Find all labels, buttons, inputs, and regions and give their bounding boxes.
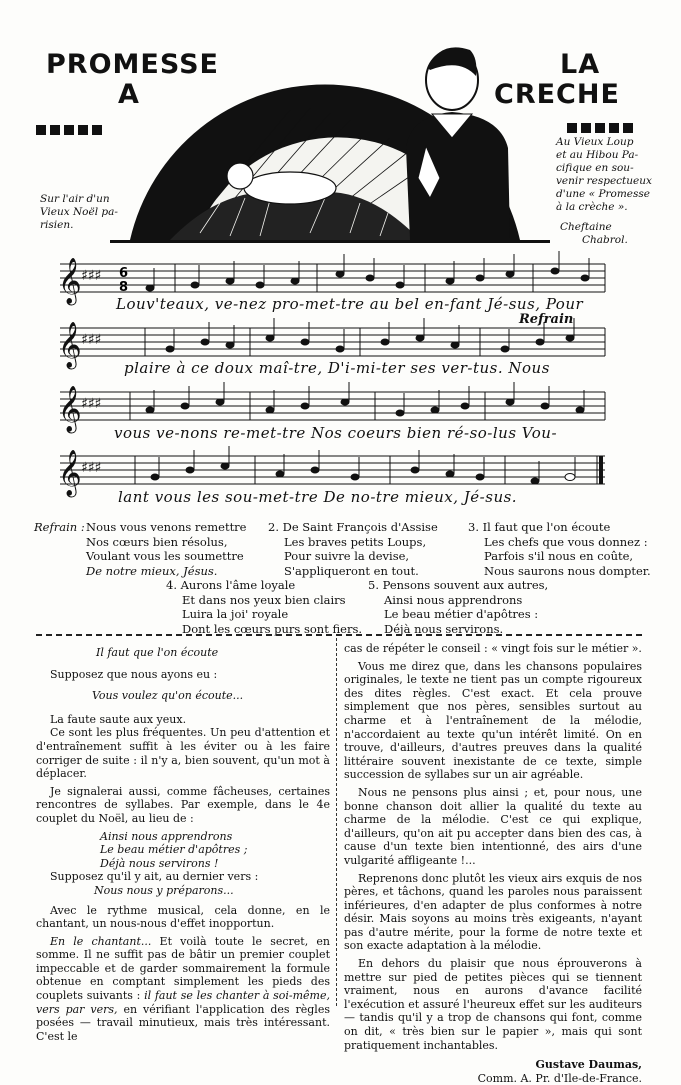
svg-text:𝄞: 𝄞 — [58, 450, 82, 496]
score-lyric-4: lant vous les sou-met-tre De no-tre mieux, Jé-sus. — [118, 488, 518, 506]
svg-text:♯♯♯: ♯♯♯ — [81, 332, 102, 348]
divider-horizontal — [36, 634, 642, 636]
verse-3: 3. Il faut que l'on écoute Les chefs que vous donnez : Parfois s'il nous en coûte, Nous saurons nous dompter. — [468, 520, 651, 578]
quote-line: Le beau métier d'apôtres ; — [100, 843, 248, 857]
title-creche: CRECHE — [494, 79, 620, 110]
article-left-column — [36, 646, 330, 1047]
article-paragraph: cas de répéter le conseil : « vingt fois sur le métier ». — [344, 642, 642, 655]
svg-text:♯♯♯: ♯♯♯ — [81, 268, 102, 284]
example-2: Vous voulez qu'on écoute... — [92, 689, 244, 703]
quote-line: Ainsi nous apprendrons — [100, 829, 233, 843]
article-paragraph: Supposez que nous ayons eu : — [50, 667, 218, 681]
dedication: Au Vieux Loup et au Hibou Pa- cifique en sou- venir respectueux d'une « Promesse à la crèche ». — [556, 136, 652, 213]
article-paragraph: Nous ne pensons plus ainsi ; et, pour nous, une bonne chanson doit allier la qualité du texte au charme de la mélodie. C'est ce qui explique, d'ailleurs, qu'on ait pu accepter dans bien des cas, à cause d'un texte bien intentionné, des airs d'une vulgarité affligeante !... — [344, 785, 642, 867]
svg-text:♯♯♯: ♯♯♯ — [81, 396, 102, 412]
article-paragraph: La faute saute aux yeux. — [50, 712, 187, 726]
svg-text:𝄞: 𝄞 — [58, 258, 82, 304]
score-lyric-1: Louv'teaux, ve-nez pro-met-tre au bel en-fant Jé-sus, Pour — [116, 295, 584, 313]
svg-text:𝄞: 𝄞 — [58, 386, 82, 432]
title-a: A — [118, 79, 140, 110]
article-paragraph-chantant: En le chantant... Et voilà toute le secret, en somme. Il ne suffit pas de bâtir un premier couplet impeccable et de garder sommairement la formule obtenue en comptant simplement les pieds des couplets suivants : il faut se les chanter à soi-même, vers par vers, en vérifiant l'application des règles posées — travail minutieux, mais très intéressant. C'est le — [36, 934, 330, 1043]
air-note: Sur l'air d'un Vieux Noël pa- risien. — [40, 193, 118, 231]
title-promesse: PROMESSE — [46, 49, 219, 80]
article-paragraph: Ce sont les plus fréquentes. Un peu d'attention et d'entraînement suffit à les éviter ou à les faire corriger de suite : il n'y a, bien souvent, qu'un mot à déplacer. — [36, 726, 330, 781]
author: Cheftaine Chabrol. — [560, 221, 628, 246]
quote-line: Déjà nous servirons ! — [100, 856, 219, 870]
signature-name: Gustave Daumas, — [535, 1058, 642, 1072]
article-right-column — [344, 642, 642, 1085]
nativity-scout-illustration — [110, 28, 550, 250]
svg-text:6: 6 — [119, 266, 129, 281]
article-paragraph: Je signalerai aussi, comme fâcheuses, certaines rencontres de syllabes. Par exemple, dans le 4e couplet du Noël, au lieu de : — [36, 784, 330, 825]
svg-text:♯♯♯: ♯♯♯ — [81, 460, 102, 476]
refrain-label: Refrain : — [34, 520, 85, 534]
refrain-marker: Refrain — [519, 312, 574, 327]
article-paragraph: Vous me direz que, dans les chansons populaires originales, le texte ne tient pas un compte rigoureux des dites règles. C'est exact. Et cela prouve simplement que nos pères, sensibles surtout au charme et à l'entraînement de la mélodie, n'accordaient au texte qu'un intérêt limité. On en trouve, d'ailleurs, d'autres preuves dans la qualité littéraire souvent inexistante de ce texte, simple succession de syllabes sur un air agréable. — [344, 659, 642, 782]
article-paragraph: Avec le rythme musical, cela donne, en le chantant, un nous-nous d'effet inopportun. — [36, 903, 330, 931]
verse-5: 5. Pensons souvent aux autres, Ainsi nous apprendrons Le beau métier d'apôtres : Déjà nous servirons. — [368, 578, 549, 636]
signature-title: Comm. A. Pr. d'Ile-de-France. — [477, 1071, 642, 1085]
musical-score — [55, 250, 615, 520]
svg-text:8: 8 — [119, 280, 129, 295]
verse-4: 4. Aurons l'âme loyale Et dans nos yeux bien clairs Luira la joi' royale Dont les cœurs purs sont fiers. — [166, 578, 363, 636]
decor-squares-left — [36, 120, 106, 139]
score-lyric-2: plaire à ce doux maî-tre, D'i-mi-ter ses ver-tus. Nous — [124, 359, 550, 377]
article-paragraph: Reprenons donc plutôt les vieux airs exquis de nos pères, et tâchons, quand les paroles nous paraissent inférieures, d'en adapter de plus conformes à notre désir. Mais soyons au moins très exigeants, n'ayant pas d'autre mérite, pour la forme de notre texte et son exacte adaptation à la mélodie. — [344, 871, 642, 953]
decor-squares-right — [567, 118, 637, 137]
title-la: LA — [560, 49, 601, 80]
verse-refrain: Nous vous venons remettre Nos cœurs bien résolus, Voulant vous les soumettre De notre mieux, Jésus. — [86, 520, 247, 578]
score-lyric-3: vous ve-nons re-met-tre Nos coeurs bien ré-so-lus Vou- — [114, 424, 558, 442]
verse-2: 2. De Saint François d'Assise Les braves petits Loups, Pour suivre la devise, S'appliqueront en tout. — [268, 520, 438, 578]
example-1: Il faut que l'on écoute — [96, 646, 219, 659]
article-paragraph: Supposez qu'il y ait, au dernier vers : — [50, 870, 259, 884]
quote-line: Nous nous y préparons... — [94, 883, 234, 897]
time-signature — [119, 266, 128, 295]
svg-text:𝄞: 𝄞 — [58, 322, 82, 368]
article-paragraph: En dehors du plaisir que nous éprouverons à mettre sur pied de petites pièces qui se tiennent vraiment, nous en aurons d'avance facilité l'exécution et assuré l'heureux effet sur les auditeurs — tandis qu'il y a trop de chansons qui font, comme on dit, « très bien sur le papier », mais qui sont pratiquement inchantables. — [344, 957, 642, 1052]
divider-vertical — [336, 638, 337, 1006]
